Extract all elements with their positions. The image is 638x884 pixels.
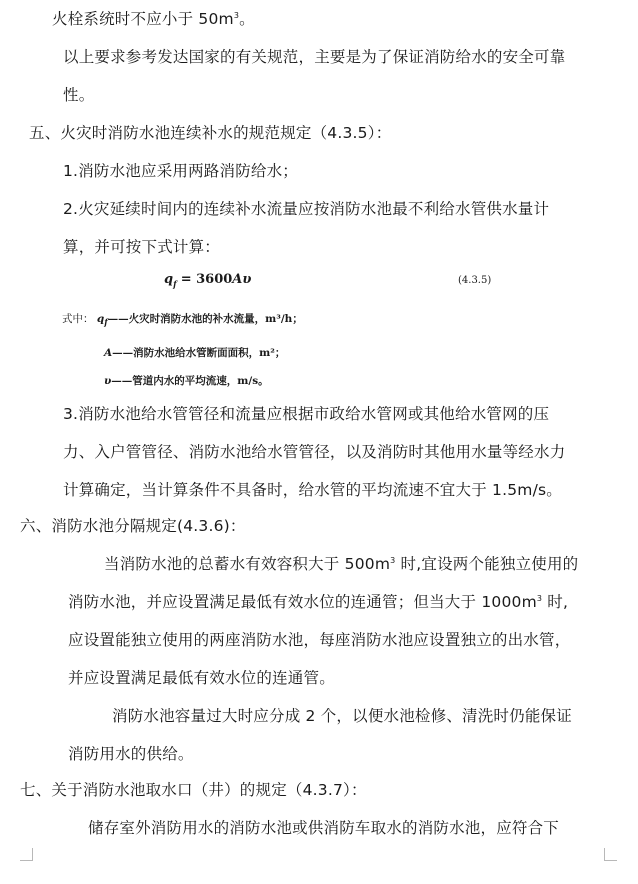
text-line-10: 计算确定，当计算条件不具备时，给水管的平均流速不宜大于 1.5m/s。 [63,481,562,499]
section-heading-5: 五、火灾时消防水池连续补水的规范规定（4.3.5）： [29,124,392,142]
text-line-9: 力、入户管管径、消防水池给水管管径，以及消防时其他用水量等经水力 [63,443,566,461]
text-line-1: 火栓系统时不应小于 $50m^3$。 [52,10,255,28]
formula-legend-row-1: 式中： $q_f——$火灾时消防水池的补水流量，m³/h； [62,313,303,328]
text-line-6: 2.火灾延续时间内的连续补水流量应按消防水池最不利给水管供水量计 [63,200,550,218]
text-line-16: 消防水池容量过大时应分成 2 个，以便水池检修、清洗时仍能保证 [112,707,572,725]
section-heading-6: 六、消防水池分隔规定(4.3.6)： [20,517,246,535]
text-line-14: 应设置能独立使用的两座消防水池，每座消防水池应设置独立的出水管， [68,631,571,649]
text-line-7: 算，并可按下式计算： [63,238,221,256]
text-line-12: 当消防水池的总蓄水有效容积大于 $500m^3$ 时,宜设两个能独立使用的 [104,555,579,573]
text-line-15: 并应设置满足最低有效水位的连通管。 [68,669,335,687]
formula-number: (4.3.5) [458,275,492,286]
formula-legend-row-2: A——消防水池给水管断面面积，m²； [104,347,286,359]
text-line-2: 以上要求参考发达国家的有关规范，主要是为了保证消防给水的安全可靠 [63,48,566,66]
text-line-3: 性。 [63,86,95,104]
text-line-13: 消防水池，并应设置满足最低有效水位的连通管；但当大于 $1000m^3$ 时, [68,593,569,611]
text-line-5: 1.消防水池应采用两路消防给水； [63,162,298,180]
formula-4-3-5: $q_f = 3600A\upsilon$ [164,272,252,289]
section-heading-7: 七、关于消防水池取水口（井）的规定（4.3.7）： [20,781,367,799]
text-line-17: 消防用水的供给。 [68,745,194,763]
corner-mark-bottom-right [604,848,617,861]
formula-legend-row-3: υ——管道内水的平均流速，m/s。 [104,375,269,387]
text-line-19: 储存室外消防用水的消防水池或供消防车取水的消防水池，应符合下 [88,819,560,837]
corner-mark-bottom-left [20,848,33,861]
text-line-8: 3.消防水池给水管管径和流量应根据市政给水管网或其他给水管网的压 [63,405,550,423]
